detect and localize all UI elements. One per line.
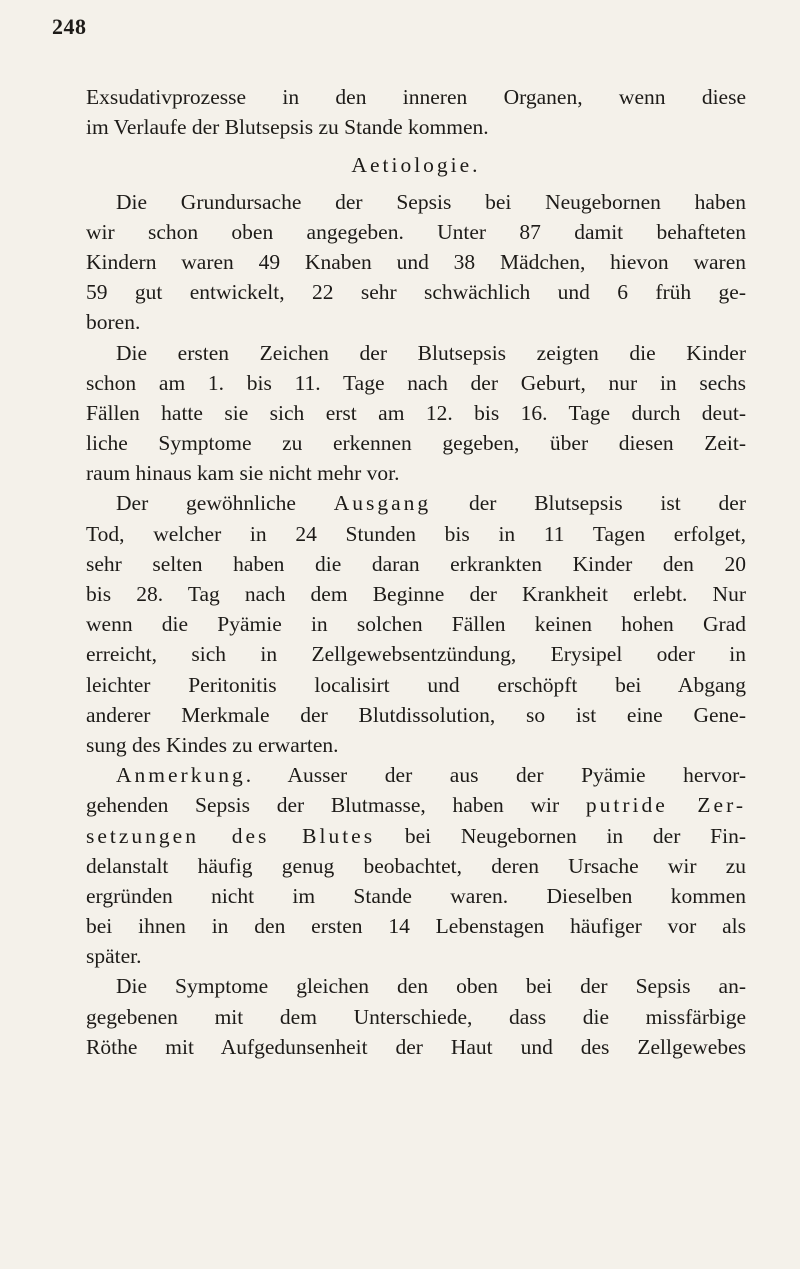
text-span: bei Neugebornen in der Fin- xyxy=(375,823,746,848)
text-line: gegebenen mit dem Unterschiede, dass die missfärbige xyxy=(86,1004,746,1029)
page-number: 248 xyxy=(52,14,87,39)
text-line: bis 28. Tag nach dem Beginne der Krankheit erlebt. Nur xyxy=(86,582,746,606)
text-line xyxy=(86,821,746,851)
emphasis-spaced: Ausgang xyxy=(333,491,432,516)
text-line: liche Symptome zu erkennen gegeben, über diesen Zeit- xyxy=(86,431,746,456)
text-line: Exsudativprozesse in den inneren Organen, wenn diese xyxy=(86,85,746,109)
text-line: Die ersten Zeichen der Blutsepsis zeigten die Kinder xyxy=(116,340,746,365)
text-line: Röthe mit Aufgedunsenheit der Haut und des Zellgewebes xyxy=(86,1034,746,1059)
text-line: Tod, welcher in 24 Stunden bis in 11 Tagen erfolget, xyxy=(86,521,746,546)
text-line: delanstalt häufig genug beobachtet, deren Ursache wir zu xyxy=(86,853,746,878)
text-span: gehenden Sepsis der Blutmasse, haben wir xyxy=(86,793,586,818)
text-line xyxy=(86,760,746,790)
text-line: wir schon oben angegeben. Unter 87 damit behafteten xyxy=(86,219,746,244)
text-span: Der gewöhnliche xyxy=(116,491,334,516)
text-line: 59 gut entwickelt, 22 sehr schwächlich und 6 früh ge- xyxy=(86,280,746,305)
text-line: anderer Merkmale der Blutdissolution, so ist eine Gene- xyxy=(86,702,746,727)
text-span: . Ausser der aus der Pyämie hervor- xyxy=(245,763,746,788)
text-line: boren. xyxy=(86,310,141,335)
text-line: Fällen hatte sie sich erst am 12. bis 16. Tage durch deut- xyxy=(86,400,746,425)
text-line: sung des Kindes zu erwarten. xyxy=(86,732,339,757)
text-line: im Verlaufe der Blutsepsis zu Stande kommen. xyxy=(86,115,489,140)
emphasis-spaced: Anmerkung xyxy=(116,763,246,788)
text-line xyxy=(86,488,746,518)
text-line: Die Symptome gleichen den oben bei der Sepsis an- xyxy=(116,974,746,999)
text-line xyxy=(86,790,746,820)
text-line: leichter Peritonitis localisirt und erschöpft bei Abgang xyxy=(86,672,746,697)
text-line: wenn die Pyämie in solchen Fällen keinen hohen Grad xyxy=(86,612,746,637)
text-line: bei ihnen in den ersten 14 Lebenstagen häufiger vor als xyxy=(86,914,746,939)
section-heading: Aetiologie. xyxy=(351,153,481,178)
text-line: schon am 1. bis 11. Tage nach der Geburt, nur in sechs xyxy=(86,370,746,395)
text-line: Die Grundursache der Sepsis bei Neugebornen haben xyxy=(116,189,746,214)
text-line: sehr selten haben die daran erkrankten Kinder den 20 xyxy=(86,551,746,576)
text-span: der Blutsepsis ist der xyxy=(431,491,746,516)
text-line: Kindern waren 49 Knaben und 38 Mädchen, hievon waren xyxy=(86,249,746,274)
text-line: später. xyxy=(86,944,142,969)
body-text xyxy=(86,82,746,1062)
emphasis-spaced: putride Zer- xyxy=(585,793,746,818)
text-line: raum hinaus kam sie nicht mehr vor. xyxy=(86,461,400,486)
text-line: ergründen nicht im Stande waren. Dieselben kommen xyxy=(86,883,746,908)
emphasis-spaced: setzungen des Blutes xyxy=(86,823,376,848)
text-line: erreicht, sich in Zellgewebsentzündung, Erysipel oder in xyxy=(86,642,746,667)
